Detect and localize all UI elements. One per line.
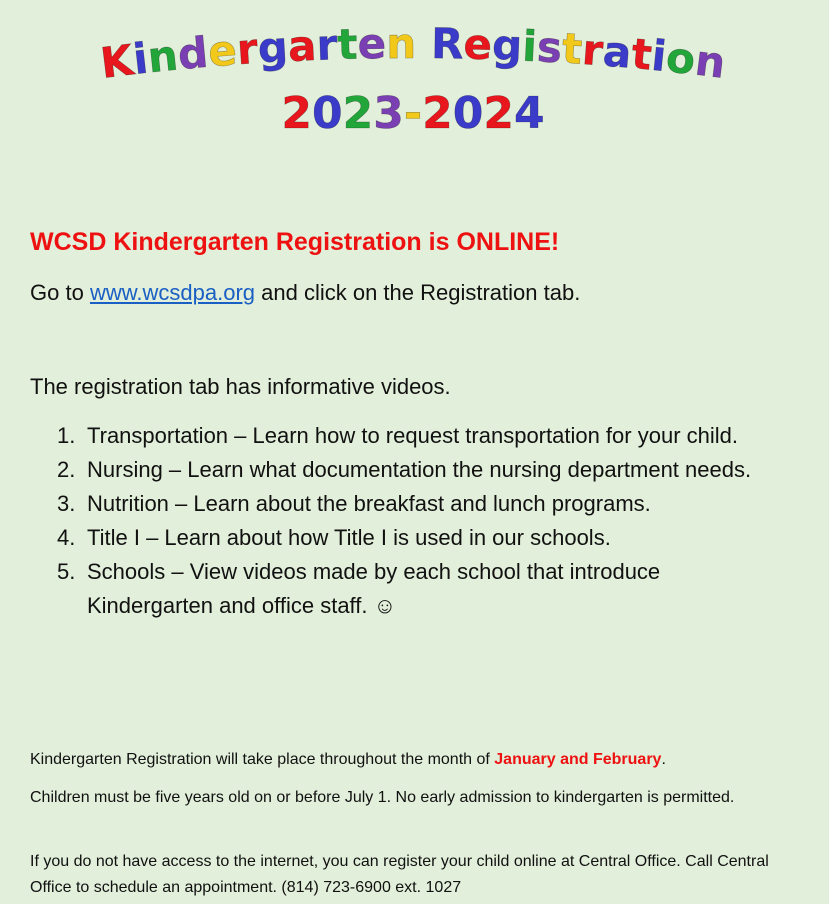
title-letter: 2 [342, 88, 374, 139]
goto-line [30, 280, 580, 306]
title-letter: g [256, 22, 290, 73]
item-number: 4. [57, 525, 76, 550]
title-letter: e [206, 25, 239, 77]
list-item [30, 487, 760, 521]
online-headline: WCSD Kindergarten Registration is ONLINE! [30, 228, 560, 256]
title-letter: 4 [513, 88, 545, 139]
title-letter: 2 [483, 88, 515, 139]
title-letter: a [286, 20, 318, 72]
item-text: Transportation – Learn how to request transportation for your child. [87, 423, 738, 448]
title-line-1 [98, 19, 728, 88]
goto-prefix: Go to [30, 280, 84, 305]
title-letter: g [491, 20, 524, 71]
title-letter: K [97, 35, 137, 88]
list-item [30, 521, 760, 555]
item-number: 2. [57, 457, 76, 482]
title-letter: 2 [281, 88, 313, 139]
title-letter: n [692, 35, 729, 88]
list-item [30, 453, 760, 487]
title-letter: e [462, 19, 493, 70]
month-prefix: Kindergarten Registration will take place throughout the month of [30, 751, 490, 768]
title-letter [416, 19, 431, 68]
item-number: 3. [57, 491, 76, 516]
item-number: 1. [57, 423, 76, 448]
title-letter: i [649, 30, 669, 82]
title-letter: d [175, 27, 211, 80]
wcsd-website-link[interactable]: www.wcsdpa.org [89, 280, 256, 305]
title-line-2 [281, 88, 544, 139]
month-suffix: . [661, 751, 666, 768]
videos-intro: The registration tab has informative videos. [30, 374, 451, 399]
title-letter: i [130, 33, 151, 84]
title-letter: t [629, 28, 655, 80]
title-letter: - [403, 88, 423, 139]
video-list [30, 419, 760, 623]
title-letter: n [386, 18, 417, 69]
title-letter: n [145, 30, 181, 83]
title-letter: t [336, 19, 359, 70]
item-text: Nutrition – Learn about the breakfast and lunch programs. [87, 491, 651, 516]
item-text: Nursing – Learn what documentation the nursing department needs. [87, 457, 752, 482]
title-letter: e [357, 19, 387, 69]
list-item [30, 419, 760, 453]
title-letter: R [430, 18, 464, 69]
goto-suffix: and click on the Registration tab. [261, 280, 581, 305]
item-number: 5. [57, 559, 76, 584]
title-letter: 2 [422, 88, 453, 139]
item-text: Title I – Learn about how Title I is used in our schools. [87, 525, 611, 550]
title-letter: 0 [452, 88, 484, 139]
title-letter: 3 [373, 88, 404, 139]
registration-month-note [30, 747, 790, 773]
title-letter: t [560, 23, 584, 74]
title-letter: r [235, 23, 260, 75]
age-requirement-note: Children must be five years old on or before July 1. No early admission to kindergarten is permitted. [30, 789, 735, 806]
title-letter: r [315, 20, 339, 70]
central-office-note: If you do not have access to the internet, you can register your child online at Central Office. Call Central Office to schedule an appointment. (814) 723-6900 ext. 1027 [30, 853, 769, 896]
title-letter: a [601, 26, 634, 78]
item-text: Schools – View videos made by each school that introduce Kindergarten and office staff. ☺ [87, 559, 661, 618]
title-letter: r [580, 24, 605, 76]
title-letter: s [535, 22, 564, 73]
list-item [30, 555, 760, 623]
title-letter: o [663, 32, 698, 85]
title-graphic [0, 0, 829, 150]
title-letter: i [521, 21, 539, 72]
month-highlight: January and February [494, 751, 662, 768]
title-letter: 0 [311, 88, 343, 139]
